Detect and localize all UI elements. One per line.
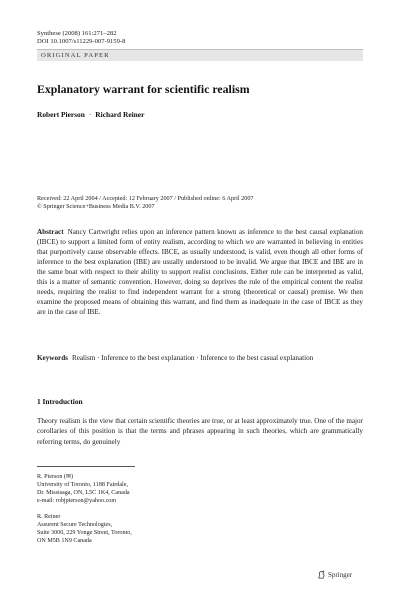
keywords-text: Realism · Inference to the best explanation · Inference to the best casual explanation bbox=[71, 354, 314, 362]
author-separator: · bbox=[88, 110, 92, 119]
abstract-label: Abstract bbox=[37, 228, 64, 236]
author2-name: R. Reiner bbox=[37, 514, 61, 520]
keywords bbox=[37, 353, 363, 363]
publisher-name: Springer bbox=[328, 570, 353, 579]
publication-history bbox=[37, 195, 254, 211]
author2-address: Suite 3000, 229 Yonge Street, Toronto, bbox=[37, 529, 132, 536]
author-name: Robert Pierson bbox=[37, 110, 85, 119]
author1-email[interactable]: e-mail: robjpierson@yahoo.com bbox=[37, 497, 117, 504]
article-type-banner bbox=[37, 49, 363, 61]
author1-name: R. Pierson (✉) bbox=[37, 474, 74, 480]
article-title: Explanatory warrant for scientific realism bbox=[37, 82, 250, 96]
author2-affiliation: Assurent Secure Technologies, bbox=[37, 521, 113, 528]
abstract-text: Nancy Cartwright relies upon an inference pattern known as inference to the best causal explanation (IBCE) to support a limited form of entity realism, according to which we are warranted in believing in entities that purportively cause observable effects. IBCE, as usually understood, is valid, even though all other forms of inference to the best explanation (IBE) are usually understood to be invalid. We argue that IBCE and IBE are in the same boat with respect to their ability to support realist conclusions. Either rule can be interpreted as valid, this is a matter of semantic convention. However, doing so deprives the rule of the empirical content the realist needs, requiring the realist to find independent warrant for a strong (theoretical or causal) premise. We then examine the proposed means of obtaining this warrant, and find them as inadequate in the case of IBCE as they are in the case of IBE. bbox=[37, 228, 363, 317]
footnote-rule bbox=[37, 466, 135, 467]
journal-citation: Synthese (2008) 161:271–282 bbox=[37, 30, 117, 37]
author1-affiliation: University of Toronto, 1188 Fairdale, bbox=[37, 481, 128, 488]
author-name: Richard Reiner bbox=[95, 110, 145, 119]
author1-footnote bbox=[37, 474, 130, 506]
article-type-label: ORIGINAL PAPER bbox=[41, 51, 110, 59]
author-list bbox=[37, 110, 144, 119]
date-history: Received: 22 April 2004 / Accepted: 12 February 2007 / Published online: 6 April 2007 bbox=[37, 195, 254, 202]
author2-footnote bbox=[37, 514, 132, 546]
keywords-label: Keywords bbox=[37, 354, 68, 362]
author2-city: ON M5B 1N9 Canada bbox=[37, 537, 92, 544]
springer-horse-icon bbox=[317, 570, 326, 579]
doi: DOI 10.1007/s11229-007-9159-8 bbox=[37, 38, 126, 45]
section-body: Theory realism is the view that certain scientific theories are true, or at least approximately true. One of the major corollaries of this position is that the terms and phrases appearing in such theories, which are grammatically referring terms, do genuinely bbox=[37, 417, 363, 446]
publisher-logo bbox=[317, 570, 352, 579]
section-heading: 1 Introduction bbox=[37, 397, 83, 406]
abstract bbox=[37, 227, 363, 317]
author1-address: Dr. Missisaga, ON, L5C 1K4, Canada bbox=[37, 489, 130, 496]
copyright-line: © Springer Science+Business Media B.V. 2007 bbox=[37, 203, 155, 210]
